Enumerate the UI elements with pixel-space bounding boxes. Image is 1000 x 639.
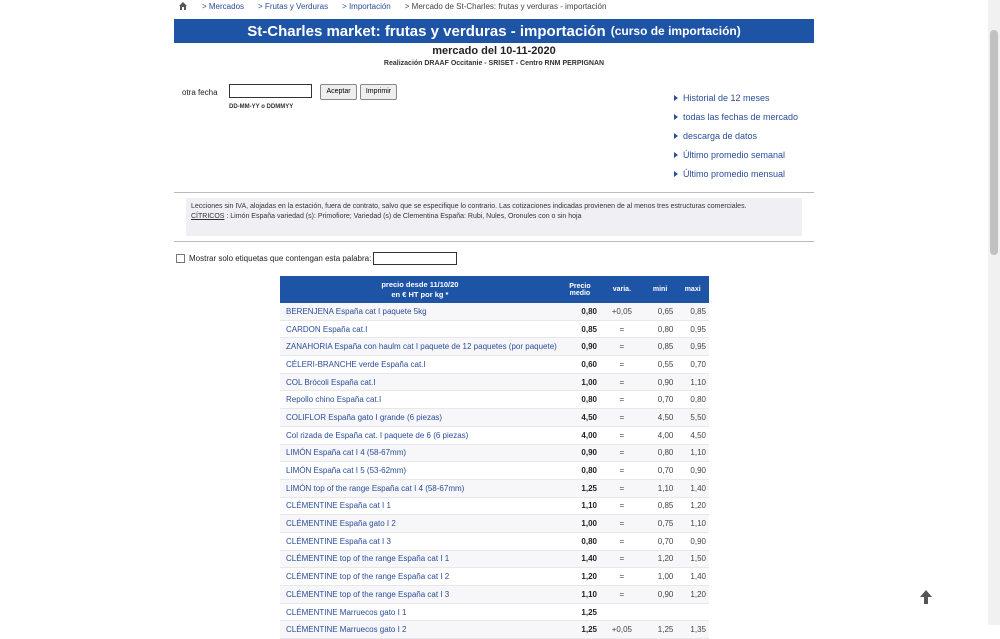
credits: Realización DRAAF Occitanie - SRISET - Centro RNM PERPIGNAN: [383, 60, 605, 67]
min-price: 0,85: [644, 497, 677, 515]
date-format-hint: DD-MM-YY o DDMMYY: [229, 104, 294, 110]
variation: =: [600, 550, 644, 568]
product-name[interactable]: CÉLERI-BRANCHE verde España cat.I: [280, 356, 560, 374]
min-price: 0,70: [644, 462, 677, 480]
product-name[interactable]: CLÉMENTINE Marruecos gato I 2: [280, 621, 560, 639]
product-name[interactable]: CLÉMENTINE top of the range España cat I 3: [280, 586, 560, 604]
arrow-up-icon[interactable]: [919, 589, 933, 605]
variation: =: [600, 586, 644, 604]
variation: =: [600, 426, 644, 444]
table-row: [280, 497, 709, 515]
variation: =: [600, 373, 644, 391]
max-price: 0,95: [676, 338, 709, 356]
min-price: [644, 603, 677, 621]
avg-price: 0,90: [560, 338, 600, 356]
table-row: [280, 391, 709, 409]
avg-price: 1,25: [560, 479, 600, 497]
max-price: 1,35: [676, 621, 709, 639]
triangle-right-icon: [674, 114, 678, 120]
link-history-12-months[interactable]: Historial de 12 meses: [674, 88, 798, 107]
divider: [174, 241, 814, 242]
side-links: [674, 88, 798, 183]
scrollbar-thumb[interactable]: [990, 30, 998, 255]
product-name[interactable]: CLÉMENTINE top of the range España cat I 2: [280, 568, 560, 586]
variation: =: [600, 515, 644, 533]
variation: =: [600, 320, 644, 338]
date-input[interactable]: [229, 84, 312, 98]
avg-price: 1,40: [560, 550, 600, 568]
table-row: [280, 550, 709, 568]
page-title-banner: [174, 19, 814, 43]
col-max: maxi: [676, 276, 709, 303]
product-name[interactable]: Repollo chino España cat.I: [280, 391, 560, 409]
table-row: [280, 303, 709, 320]
product-name[interactable]: CLÉMENTINE España cat I 3: [280, 532, 560, 550]
col-price: Precio medio: [560, 276, 600, 303]
max-price: 1,40: [676, 568, 709, 586]
table-row: [280, 621, 709, 639]
min-price: 0,90: [644, 373, 677, 391]
accept-button[interactable]: Aceptar: [320, 84, 357, 100]
avg-price: 0,60: [560, 356, 600, 374]
min-price: 0,80: [644, 320, 677, 338]
product-name[interactable]: CLÉMENTINE España gato I 2: [280, 515, 560, 533]
max-price: [676, 603, 709, 621]
page-title: St-Charles market: frutas y verduras - importación: [247, 22, 606, 40]
avg-price: 0,80: [560, 462, 600, 480]
table-row: [280, 356, 709, 374]
variation: =: [600, 391, 644, 409]
col-variation: varia.: [600, 276, 644, 303]
table-row: [280, 409, 709, 427]
avg-price: 0,85: [560, 320, 600, 338]
product-name[interactable]: CLÉMENTINE top of the range España cat I 1: [280, 550, 560, 568]
avg-price: 0,80: [560, 303, 600, 320]
triangle-right-icon: [674, 171, 678, 177]
breadcrumb: [178, 1, 606, 11]
table-row: [280, 586, 709, 604]
min-price: 0,65: [644, 303, 677, 320]
min-price: 1,25: [644, 621, 677, 639]
product-name[interactable]: COLIFLOR España gato I grande (6 piezas): [280, 409, 560, 427]
table-row: [280, 532, 709, 550]
table-row: [280, 479, 709, 497]
table-header: [280, 276, 709, 303]
max-price: 5,50: [676, 409, 709, 427]
link-all-market-dates[interactable]: todas las fechas de mercado: [674, 107, 798, 126]
label-filter: [176, 252, 457, 265]
product-name[interactable]: ZANAHORIA España con haulm cat I paquete de 12 paquetes (por paquete): [280, 338, 560, 356]
notice-box: [186, 198, 802, 236]
max-price: 0,85: [676, 303, 709, 320]
table-row: [280, 373, 709, 391]
product-name[interactable]: COL Brócoli España cat.I: [280, 373, 560, 391]
min-price: 4,00: [644, 426, 677, 444]
citrus-text: : Limón España variedad (s): Primofiore; Variedad (s) de Clementina España: Rubi, Nules, Oronules con o sin hoja: [224, 213, 582, 220]
page-subtitle: (curso de importación): [610, 24, 741, 38]
variation: =: [600, 338, 644, 356]
breadcrumb-frutas-verduras[interactable]: > Frutas y Verduras: [258, 1, 329, 11]
triangle-right-icon: [674, 152, 678, 158]
triangle-right-icon: [674, 95, 678, 101]
max-price: 1,20: [676, 586, 709, 604]
min-price: 0,85: [644, 338, 677, 356]
citrus-label: CÍTRICOS: [191, 213, 225, 220]
avg-price: 4,50: [560, 409, 600, 427]
product-name[interactable]: LIMÓN top of the range España cat I 4 (58-67mm): [280, 479, 560, 497]
link-monthly-average[interactable]: Último promedio mensual: [674, 164, 798, 183]
avg-price: 1,10: [560, 586, 600, 604]
filter-checkbox[interactable]: [176, 254, 185, 263]
min-price: 0,55: [644, 356, 677, 374]
print-button[interactable]: Imprimir: [360, 84, 397, 100]
notice-text: Lecciones sin IVA, alojadas en la estación, fuera de contrato, salvo que se especifique lo contrario. Las cotizaciones indicadas provienen de al menos tres estructuras comerciales.: [191, 203, 747, 210]
min-price: 0,70: [644, 391, 677, 409]
variation: [600, 603, 644, 621]
vertical-scrollbar[interactable]: [988, 0, 1000, 625]
link-weekly-average[interactable]: Último promedio semanal: [674, 145, 798, 164]
table-row: [280, 444, 709, 462]
price-table: [280, 276, 709, 639]
table-row: [280, 426, 709, 444]
variation: +0,05: [600, 621, 644, 639]
col-product: precio desde 11/10/20 en € HT por kg *: [280, 276, 560, 303]
min-price: 1,20: [644, 550, 677, 568]
home-icon[interactable]: [178, 1, 188, 11]
breadcrumb-current: > Mercado de St-Charles: frutas y verduras - importación: [404, 1, 607, 11]
triangle-right-icon: [674, 133, 678, 139]
divider: [174, 192, 814, 193]
variation: =: [600, 479, 644, 497]
max-price: 0,95: [676, 320, 709, 338]
variation: =: [600, 497, 644, 515]
max-price: 1,10: [676, 515, 709, 533]
product-name[interactable]: Col rizada de España cat. I paquete de 6 (6 piezas): [280, 426, 560, 444]
filter-input[interactable]: [373, 252, 457, 265]
min-price: 4,50: [644, 409, 677, 427]
breadcrumb-mercados[interactable]: > Mercados: [202, 1, 245, 11]
max-price: 1,20: [676, 497, 709, 515]
product-name[interactable]: CARDON España cat.I: [280, 320, 560, 338]
max-price: 4,50: [676, 426, 709, 444]
product-name[interactable]: CLÉMENTINE Marruecos gato I 1: [280, 603, 560, 621]
min-price: 1,00: [644, 568, 677, 586]
table-row: [280, 568, 709, 586]
min-price: 0,80: [644, 444, 677, 462]
min-price: 0,90: [644, 586, 677, 604]
avg-price: 1,25: [560, 603, 600, 621]
variation: =: [600, 532, 644, 550]
col-min: mini: [644, 276, 677, 303]
breadcrumb-importacion[interactable]: > Importación: [342, 1, 391, 11]
variation: =: [600, 568, 644, 586]
market-date: mercado del 10-11-2020: [432, 45, 556, 57]
other-date-label: otra fecha: [182, 88, 218, 97]
product-name[interactable]: CLÉMENTINE España cat I 1: [280, 497, 560, 515]
variation: =: [600, 444, 644, 462]
table-row: [280, 338, 709, 356]
max-price: 1,50: [676, 550, 709, 568]
avg-price: 1,10: [560, 497, 600, 515]
product-name[interactable]: LIMÓN España cat I 4 (58-67mm): [280, 444, 560, 462]
filter-label: Mostrar solo etiquetas que contengan esta palabra:: [189, 254, 372, 263]
table-row: [280, 603, 709, 621]
citrus-note: [191, 212, 797, 222]
min-price: 1,10: [644, 479, 677, 497]
product-name[interactable]: BERENJENA España cat I paquete 5kg: [280, 303, 560, 320]
variation: +0,05: [600, 303, 644, 320]
min-price: 0,70: [644, 532, 677, 550]
product-name[interactable]: LIMÓN España cat I 5 (53-62mm): [280, 462, 560, 480]
max-price: 1,10: [676, 373, 709, 391]
max-price: 0,90: [676, 462, 709, 480]
table-body: [280, 303, 709, 639]
avg-price: 1,00: [560, 515, 600, 533]
min-price: 0,75: [644, 515, 677, 533]
variation: =: [600, 356, 644, 374]
avg-price: 1,00: [560, 373, 600, 391]
table-row: [280, 320, 709, 338]
link-data-download[interactable]: descarga de datos: [674, 126, 798, 145]
max-price: 1,40: [676, 479, 709, 497]
max-price: 1,10: [676, 444, 709, 462]
variation: =: [600, 409, 644, 427]
table-row: [280, 515, 709, 533]
max-price: 0,70: [676, 356, 709, 374]
avg-price: 0,80: [560, 532, 600, 550]
avg-price: 0,90: [560, 444, 600, 462]
variation: =: [600, 462, 644, 480]
max-price: 0,80: [676, 391, 709, 409]
avg-price: 4,00: [560, 426, 600, 444]
avg-price: 1,25: [560, 621, 600, 639]
max-price: 0,90: [676, 532, 709, 550]
table-row: [280, 462, 709, 480]
avg-price: 0,80: [560, 391, 600, 409]
avg-price: 1,20: [560, 568, 600, 586]
